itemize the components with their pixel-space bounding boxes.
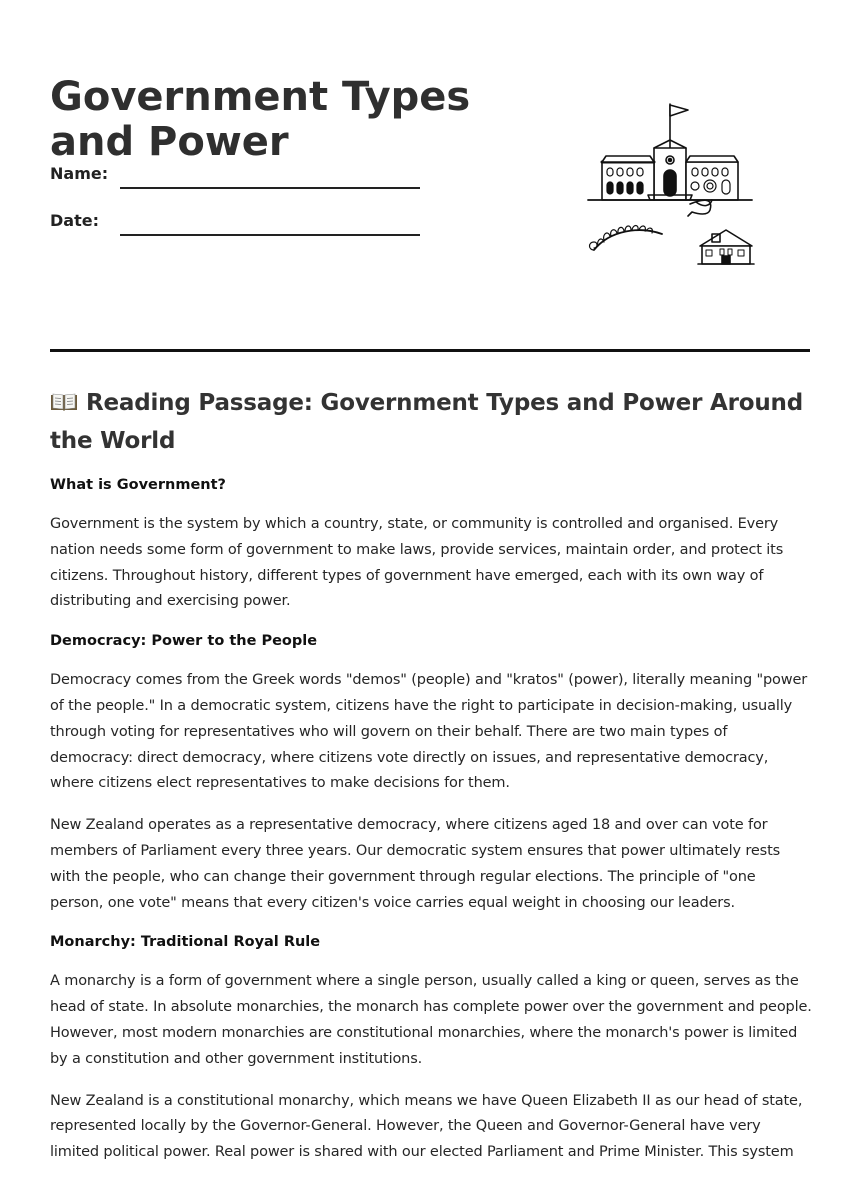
worksheet-title: Government Types and Power (50, 73, 471, 165)
paragraph: New Zealand is a constitutional monarchy, which means we have Queen Elizabeth II as our head of state, represented locally by the Governor-General. However, the Queen and Governor-General have very limited political power. Real power is shared with our elected Parliament and Prime Minister. This system (50, 1092, 803, 1161)
reading-heading (50, 384, 812, 460)
section-title: What is Government? (50, 477, 226, 493)
name-field[interactable] (120, 187, 420, 189)
paragraph: A monarchy is a form of government where a single person, usually called a king or queen, serves as the head of state. In absolute monarchies, the monarch has complete power over the government and people. However, most modern monarchies are constitutional monarchies, where the monarch's power is limited by a constitution and other government institutions. (50, 973, 812, 1067)
section-title: Monarchy: Traditional Royal Rule (50, 934, 321, 951)
date-label: Date: (50, 211, 99, 230)
open-book-icon (50, 392, 78, 412)
paragraph: Government is the system by which a country, state, or community is controlled and organised. Every nation needs some form of government to make laws, provide services, maintain order, and protect its citizens. Throughout history, different types of government have emerged, each with its own way of distributing and exercising power. (50, 516, 784, 610)
section-title: Democracy: Power to the People (50, 633, 318, 650)
date-field[interactable] (120, 234, 420, 236)
name-label: Name: (50, 164, 109, 183)
paragraph: New Zealand operates as a representative democracy, where citizens aged 18 and over can vote for members of Parliament every three years. Our democratic system ensures that power ultimately rests with the people, who can change their government through regular elections. The principle of "one person, one vote" means that every citizen's voice carries equal weight in choosing our leaders. (50, 817, 781, 911)
header-divider (50, 349, 810, 352)
parliament-building-icon (580, 100, 760, 270)
reading-heading-text: Reading Passage: Government Types and Power Around the World (50, 390, 803, 454)
paragraph: Democracy comes from the Greek words "demos" (people) and "kratos" (power), literally meaning "power of the people." In a democratic system, citizens have the right to participate in decision-making, usually through voting for representatives who will govern on their behalf. There are two main types of democracy: direct democracy, where citizens vote directly on issues, and representative democracy, where citizens elect representatives to make decisions for them. (50, 672, 808, 792)
reading-passage (50, 384, 812, 1182)
